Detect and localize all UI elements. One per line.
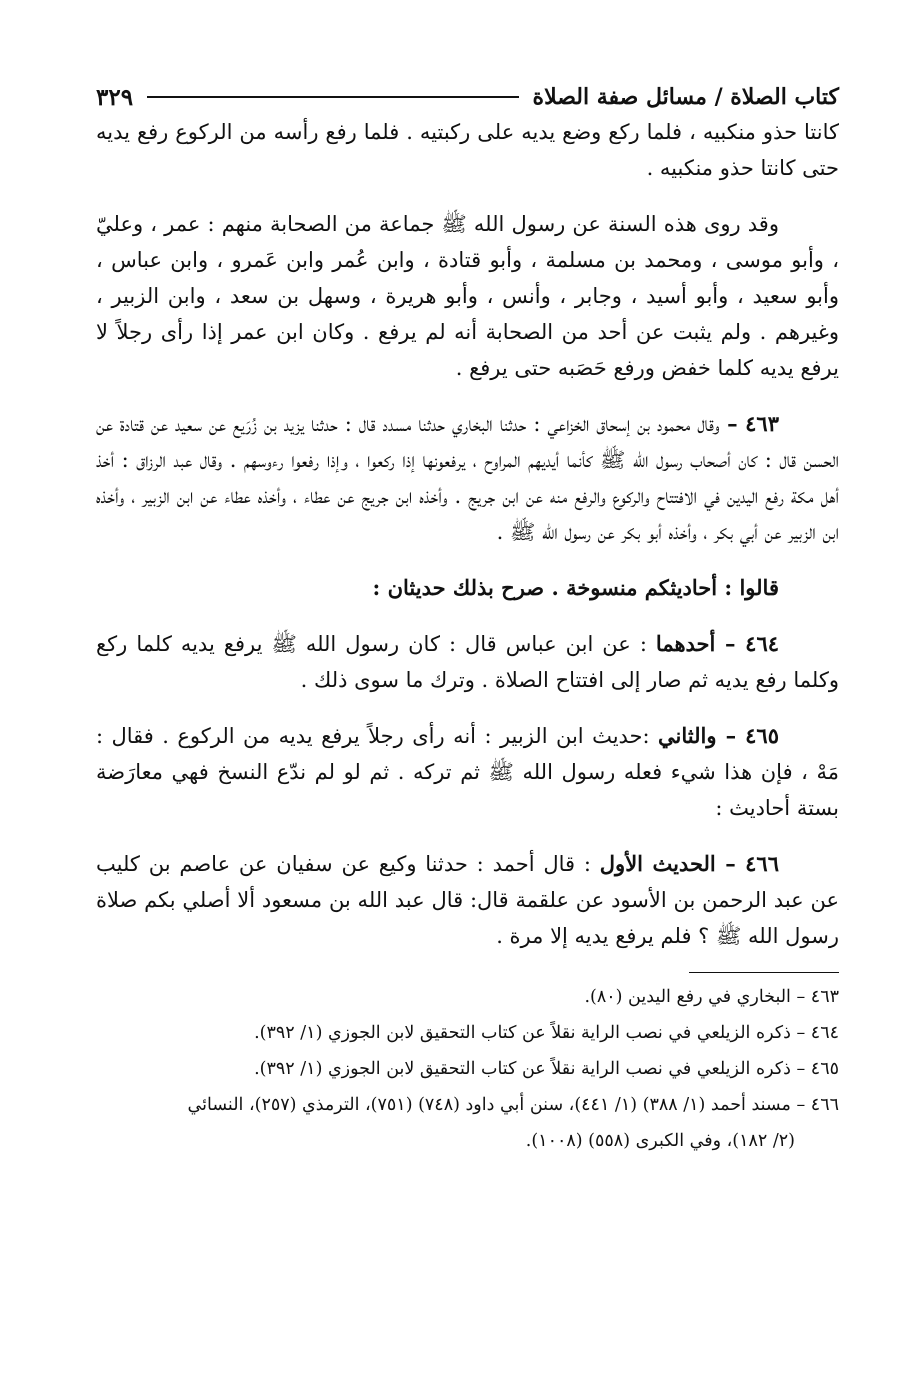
footnote-465: ٤٦٥ – ذكره الزيلعي في نصب الراية نقلاً عن كتاب التحقيق لابن الجوزي (١/ ٣٩٢). bbox=[254, 1059, 839, 1079]
page-number: ٣٢٩ bbox=[96, 83, 134, 111]
hadith-number-463: ٤٦٣ – bbox=[719, 411, 779, 436]
hadith-number-466: ٤٦٦ – الحديث الأول bbox=[599, 851, 779, 876]
paragraph-465 bbox=[96, 718, 839, 826]
footnote-divider bbox=[689, 972, 839, 973]
paragraph-claim: قالوا : أحاديثكم منسوخة . صرح بذلك حديثان : bbox=[372, 575, 779, 600]
paragraph-463 bbox=[96, 406, 839, 550]
paragraph-companions: وقد روى هذه السنة عن رسول الله ﷺ جماعة من الصحابة منهم : عمر ، وعليّ ، وأبو موسى ، ومحمد بن مسلمة ، وأبو قتادة ، وابن عُمر وابن عَمرو ، وابن عباس ، وأبو سعيد ، وأبو أسيد ، وجابر ، وأنس ، وأبو هريرة ، وسهل بن سعد ، وابن الزبير ، وغيرهم . ولم يثبت عن أحد من الصحابة أنه لم يرفع . وكان ابن عمر إذا رأى رجلاً لا يرفع يديه كلما خفض ورفع حَصَبه حتى يرفع . bbox=[96, 212, 839, 380]
paragraph-continuation: كانتا حذو منكبيه ، فلما ركع وضع يديه على ركبتيه . فلما رفع رأسه من الركوع رفع يديه حتى كانتا حذو منكبيه . bbox=[96, 120, 839, 180]
running-header bbox=[96, 80, 839, 114]
header-title: كتاب الصلاة / مسائل صفة الصلاة bbox=[532, 84, 839, 110]
main-text bbox=[96, 114, 839, 954]
hadith-text-466: : قال أحمد : حدثنا وكيع عن سفيان عن عاصم بن كليب عن عبد الرحمن بن الأسود عن علقمة قال: قال عبد الله بن مسعود ألا أصلي بكم صلاة رسول الله ﷺ ؟ فلم يرفع يديه إلا مرة . bbox=[96, 852, 839, 948]
footnote-463: ٤٦٣ – البخاري في رفع اليدين (٨٠). bbox=[584, 987, 839, 1007]
header-rule bbox=[147, 96, 518, 98]
footnote-466: ٤٦٦ – مسند أحمد (١/ ٣٨٨) (١/ ٤٤١)، سنن أبي داود (٧٤٨) (٧٥١)، الترمذي (٢٥٧)، النسائي bbox=[187, 1095, 839, 1115]
paragraph-466 bbox=[96, 846, 839, 954]
hadith-number-464: ٤٦٤ – أحدهما bbox=[655, 631, 780, 656]
footnote-464: ٤٦٤ – ذكره الزيلعي في نصب الراية نقلاً عن كتاب التحقيق لابن الجوزي (١/ ٣٩٢). bbox=[254, 1023, 839, 1043]
footnote-466-continued: (٢/ ١٨٢)، وفي الكبرى (٥٥٨) (١٠٠٨). bbox=[525, 1131, 795, 1151]
hadith-text-463: وقال محمود بن إسحاق الخزاعي : حدثنا البخاري حدثنا مسدد قال : حدثنا يزيد بن زُرَيع عن سعيد عن قتادة عن الحسن قال : كان أصحاب رسول الله ﷺ كأنما أيديهم المراوح ، يرفعونها إذا ركعوا ، وإذا رفعوا رءوسهم . وقال عبد الرزاق : أخذ أهل مكة رفع اليدين في الافتتاح والركوع والرفع منه عن ابن جريج . وأخذه ابن جريج عن عطاء ، وأخذه عطاء عن ابن الزبير ، وأخذه ابن الزبير عن أبي بكر ، وأخذه أبو بكر عن رسول الله ﷺ . bbox=[96, 412, 839, 544]
paragraph-464 bbox=[96, 626, 839, 698]
hadith-text-465: :حديث ابن الزبير : أنه رأى رجلاً يرفع يديه من الركوع . فقال : مَهْ ، فإن هذا شيء فعله رسول الله ﷺ ثم تركه . ثم لو لم ندّع النسخ فهي معارَضة بستة أحاديث : bbox=[96, 724, 839, 820]
hadith-text-464: : عن ابن عباس قال : كان رسول الله ﷺ يرفع يديه كلما ركع وكلما رفع يديه ثم صار إلى افتتاح الصلاة . وترك ما سوى ذلك . bbox=[96, 632, 839, 692]
hadith-number-465: ٤٦٥ – والثاني bbox=[658, 723, 779, 748]
footnotes bbox=[96, 979, 839, 1159]
